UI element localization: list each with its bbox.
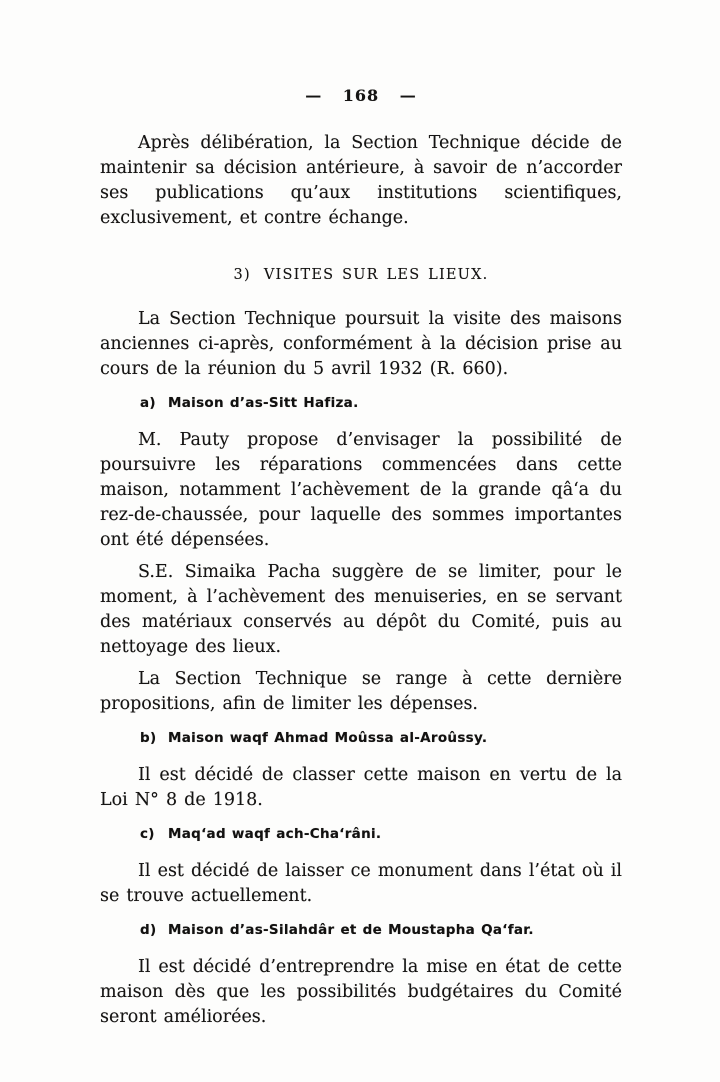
subsection-b-label: b) — [140, 730, 157, 746]
paragraph-mise-en-etat-decision: Il est décidé d’entreprendre la mise en état de cette maison dès que les possibilités budgétaires du Comité seront améliorées. — [100, 957, 622, 1027]
subsection-heading-d — [100, 922, 622, 938]
subsection-c-title: Maq‘ad waqf ach-Cha‘râni. — [168, 826, 382, 842]
subsection-heading-b — [100, 730, 622, 746]
intro-paragraph: Après délibération, la Section Technique décide de maintenir sa décision antérieure, à savoir de n’accorder ses publications qu’aux institutions scientifiques, exclusivement, et contre échange. — [100, 133, 622, 228]
section-number: 3) — [233, 267, 251, 283]
subsection-b-title: Maison waqf Ahmad Moûssa al-Aroûssy. — [168, 730, 488, 746]
paragraph-classement-decision: Il est décidé de classer cette maison en vertu de la Loi N° 8 de 1918. — [100, 765, 622, 810]
section-heading — [100, 267, 622, 283]
section-lead-paragraph: La Section Technique poursuit la visite des maisons anciennes ci-après, conformément à la décision prise au cours de la réunion du 5 avril 1932 (R. 660). — [100, 309, 622, 379]
paragraph-section-decision: La Section Technique se range à cette dernière propositions, afin de limiter les dépenses. — [100, 669, 622, 714]
subsection-d-title: Maison d’as-Silahdâr et de Moustapha Qa‘far. — [168, 922, 534, 938]
subsection-d-label: d) — [140, 922, 157, 938]
subsection-c-label: c) — [140, 826, 155, 842]
subsection-heading-a — [100, 395, 622, 411]
paragraph-pauty-proposal: M. Pauty propose d’envisager la possibilité de poursuivre les réparations commencées dans cette maison, notamment l’achèvement de la grande qâ‘a du rez-de-chaussée, pour laquelle des sommes importantes ont été dépensées. — [100, 430, 622, 550]
subsection-heading-c — [100, 826, 622, 842]
paragraph-simaika-suggestion: S.E. Simaika Pacha suggère de se limiter, pour le moment, à l’achèvement des menuiseries, en se servant des matériaux conservés au dépôt du Comité, puis au nettoyage des lieux. — [100, 562, 622, 657]
subsection-a-title: Maison d’as-Sitt Hafiza. — [168, 395, 359, 411]
page-number: — 168 — — [305, 86, 417, 105]
subsection-a-label: a) — [140, 395, 156, 411]
section-title: VISITES SUR LES LIEUX. — [263, 267, 489, 283]
paragraph-monument-etat-decision: Il est décidé de laisser ce monument dans l’état où il se trouve actuellement. — [100, 861, 622, 906]
